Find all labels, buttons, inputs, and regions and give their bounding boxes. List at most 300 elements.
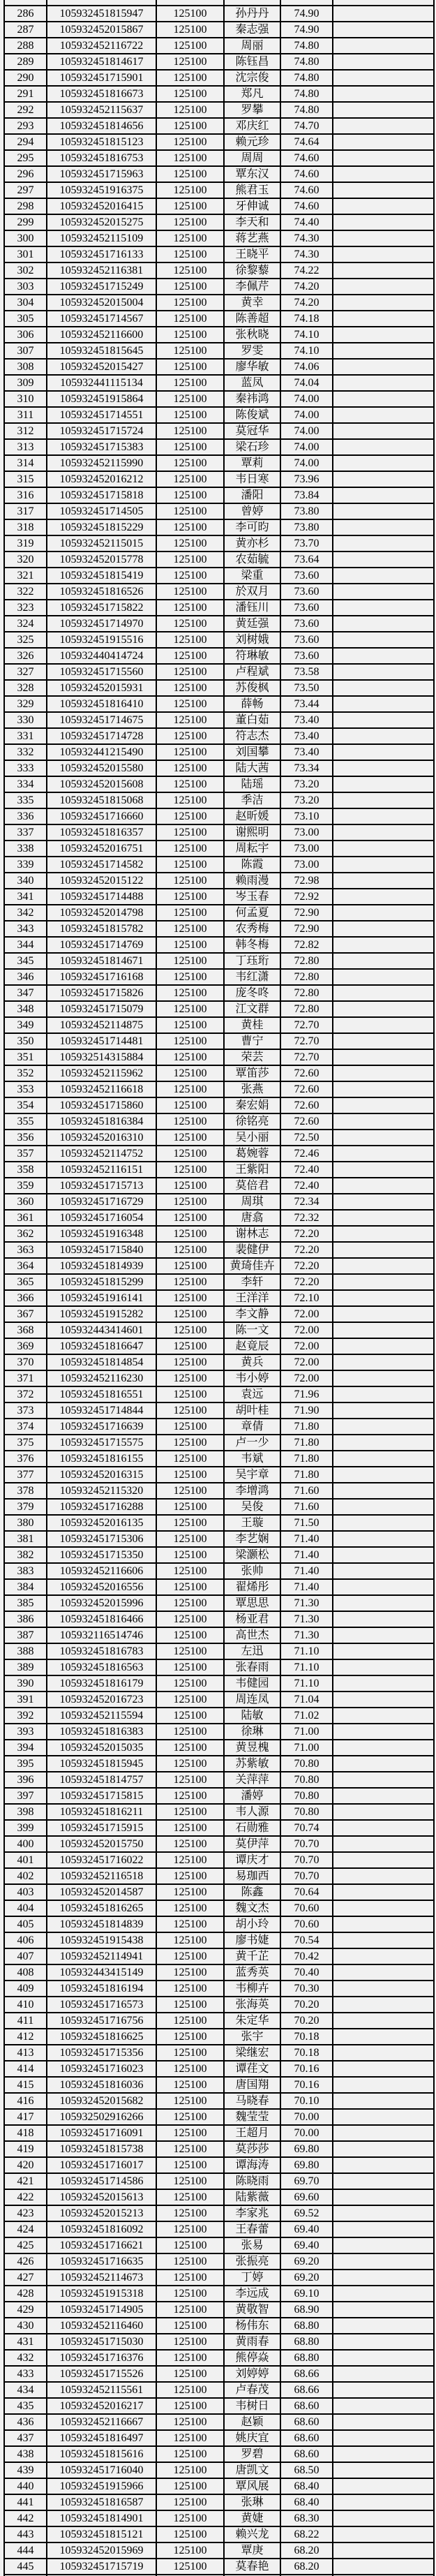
cell-major-code: 125100 [156,760,224,776]
cell-score: 73.60 [280,648,333,664]
cell-major-code: 125100 [156,487,224,503]
cell-seq: 323 [4,600,47,616]
table-row [4,1258,434,1274]
cell-empty [333,54,434,70]
cell-seq: 360 [4,1194,47,1210]
cell-empty [333,841,434,857]
cell-score: 72.60 [280,1097,333,1113]
cell-major-code: 125100 [156,535,224,552]
cell-major-code: 125100 [156,969,224,985]
cell-candidate-id: 105932451715826 [47,985,156,1001]
cell-candidate-id: 105932451716054 [47,1210,156,1226]
cell-name: 周连凤 [224,1692,280,1708]
cell-name: 唐翕 [224,1210,280,1226]
cell-score: 74.80 [280,102,333,118]
cell-empty [333,1820,434,1836]
cell-score: 73.40 [280,728,333,744]
cell-name: 吴小丽 [224,1130,280,1146]
cell-major-code: 125100 [156,86,224,102]
cell-score: 71.04 [280,1692,333,1708]
cell-seq: 317 [4,503,47,519]
cell-candidate-id: 105932451814939 [47,1258,156,1274]
cell-score: 71.80 [280,1435,333,1451]
cell-seq: 354 [4,1097,47,1113]
cell-candidate-id: 105932452016723 [47,1692,156,1708]
cell-name: 陆敏 [224,1708,280,1724]
cell-candidate-id: 105932451816466 [47,1611,156,1627]
table-row [4,680,434,696]
cell-name: 谭海涛 [224,2157,280,2173]
cell-candidate-id: 105932451816036 [47,2077,156,2093]
cell-seq: 321 [4,568,47,584]
table-row [4,150,434,166]
cell-score: 72.20 [280,1226,333,1242]
cell-seq: 318 [4,519,47,535]
cell-candidate-id: 105932451714567 [47,311,156,327]
cell-candidate-id: 105932451715575 [47,1435,156,1451]
cell-candidate-id: 105932451715901 [47,70,156,86]
cell-candidate-id: 105932451716729 [47,1194,156,1210]
cell-name: 黄幸 [224,295,280,311]
cell-score: 72.00 [280,1354,333,1370]
cell-empty [333,680,434,696]
cell-name: 邓庆红 [224,118,280,134]
cell-name: 苏紫敏 [224,1756,280,1772]
cell-name: 谢林志 [224,1226,280,1242]
cell-empty [333,1595,434,1611]
cell-empty [333,1386,434,1402]
cell-candidate-id: 105932451716639 [47,1419,156,1435]
cell-candidate-id: 105932452115990 [47,455,156,471]
cell-name: 陆大茜 [224,760,280,776]
cell-name: 蒋艺燕 [224,230,280,246]
cell-major-code: 125100 [156,439,224,455]
cell-score: 74.18 [280,311,333,327]
cell-empty [333,1708,434,1724]
cell-score: 72.00 [280,1322,333,1338]
cell-seq: 324 [4,616,47,632]
cell-seq: 424 [4,2221,47,2237]
cell-name: 李轩 [224,1274,280,1290]
cell-empty [333,1338,434,1354]
cell-name: 周琪 [224,1194,280,1210]
cell-candidate-id: 105932451815419 [47,568,156,584]
cell-seq: 396 [4,1772,47,1788]
cell-score: 70.40 [280,1964,333,1981]
cell-score: 74.90 [280,6,333,22]
cell-empty [333,1788,434,1804]
cell-major-code: 125100 [156,2029,224,2045]
cell-name: 李家兆 [224,2205,280,2221]
cell-seq: 316 [4,487,47,503]
cell-score: 73.58 [280,664,333,680]
cell-candidate-id: 105932451715860 [47,1097,156,1113]
cell-name: 熊停焱 [224,2350,280,2366]
table-row [4,1354,434,1370]
cell-seq: 397 [4,1788,47,1804]
cell-major-code: 125100 [156,1370,224,1386]
cell-empty [333,487,434,503]
cell-major-code: 125100 [156,2302,224,2318]
cell-score: 69.52 [280,2205,333,2221]
cell-score: 68.40 [280,2478,333,2494]
cell-score: 70.00 [280,2109,333,2125]
cell-major-code: 125100 [156,648,224,664]
cell-empty [333,760,434,776]
cell-score: 74.00 [280,439,333,455]
cell-empty [333,2318,434,2334]
cell-seq: 355 [4,1113,47,1130]
cell-score: 74.90 [280,22,333,38]
cell-name: 易珈西 [224,1868,280,1884]
cell-name: 莫春艳 [224,2559,280,2575]
cell-name: 陈善超 [224,311,280,327]
cell-empty [333,2398,434,2414]
table-row [4,2157,434,2173]
cell-empty [333,2237,434,2253]
cell-candidate-id: 105932451714769 [47,937,156,953]
cell-major-code: 125100 [156,744,224,760]
cell-seq: 377 [4,1467,47,1483]
table-row [4,1997,434,2013]
table-row [4,1483,434,1499]
cell-empty [333,792,434,808]
cell-score: 74.20 [280,295,333,311]
cell-seq: 412 [4,2029,47,2045]
table-row [4,2141,434,2157]
cell-major-code: 125100 [156,1643,224,1659]
cell-score: 72.70 [280,1017,333,1033]
cell-empty [333,776,434,792]
cell-seq: 338 [4,841,47,857]
table-row [4,744,434,760]
cell-major-code: 125100 [156,471,224,487]
cell-empty [333,1146,434,1162]
cell-seq: 414 [4,2061,47,2077]
cell-name: 韦树日 [224,2398,280,2414]
table-row [4,568,434,584]
cell-empty [333,2221,434,2237]
cell-major-code: 125100 [156,2253,224,2270]
cell-major-code: 125100 [156,2061,224,2077]
cell-score: 74.60 [280,198,333,214]
cell-empty [333,1499,434,1515]
cell-name: 苏俊枫 [224,680,280,696]
cell-name: 卢一少 [224,1435,280,1451]
cell-candidate-id: 105932451816155 [47,1451,156,1467]
cell-score: 74.64 [280,134,333,150]
cell-seq: 409 [4,1981,47,1997]
table-row [4,1852,434,1868]
table-row [4,1948,434,1964]
cell-score: 69.40 [280,2237,333,2253]
cell-empty [333,327,434,343]
cell-candidate-id: 105932451816194 [47,1981,156,1997]
cell-candidate-id: 105932451915966 [47,2478,156,2494]
cell-score: 71.10 [280,1643,333,1659]
cell-name: 赖元珍 [224,134,280,150]
table-row [4,1515,434,1531]
cell-name: 黄千芷 [224,1948,280,1964]
cell-name: 左迅 [224,1643,280,1659]
cell-empty [333,2414,434,2430]
table-row [4,1338,434,1354]
cell-candidate-id: 105932451815645 [47,343,156,359]
cell-seq: 367 [4,1306,47,1322]
cell-candidate-id: 105932451716040 [47,2462,156,2478]
cell-score: 74.04 [280,375,333,391]
cell-seq: 372 [4,1386,47,1402]
cell-candidate-id: 105932451915864 [47,391,156,407]
cell-major-code: 125100 [156,808,224,824]
cell-candidate-id: 105932452015608 [47,776,156,792]
cell-seq: 404 [4,1900,47,1916]
cell-score: 73.10 [280,808,333,824]
cell-score: 72.80 [280,1001,333,1017]
cell-name: 赵昕媛 [224,808,280,824]
cell-seq: 413 [4,2045,47,2061]
table-row [4,359,434,375]
cell-major-code: 125100 [156,1467,224,1483]
table-row [4,2125,434,2141]
table-row [4,1804,434,1820]
cell-score: 70.00 [280,2125,333,2141]
cell-empty [333,1547,434,1563]
cell-major-code: 125100 [156,2013,224,2029]
cell-major-code: 125100 [156,311,224,327]
cell-score: 71.10 [280,1675,333,1692]
cell-seq: 415 [4,2077,47,2093]
cell-empty [333,873,434,889]
cell-seq: 337 [4,824,47,841]
cell-score: 68.20 [280,2559,333,2575]
cell-candidate-id: 105932451714551 [47,407,156,423]
cell-seq: 335 [4,792,47,808]
cell-name: 杨亚君 [224,1611,280,1627]
cell-empty [333,214,434,230]
cell-score: 72.40 [280,1178,333,1194]
cell-major-code: 125100 [156,1499,224,1515]
cell-candidate-id: 105932451815738 [47,2141,156,2157]
cell-candidate-id: 105932451715818 [47,487,156,503]
cell-major-code: 125100 [156,1900,224,1916]
cell-seq: 437 [4,2430,47,2446]
cell-name: 沈宗俊 [224,70,280,86]
cell-major-code: 125100 [156,1659,224,1675]
table-row [4,423,434,439]
cell-score: 72.60 [280,1113,333,1130]
cell-seq: 330 [4,712,47,728]
cell-empty [333,295,434,311]
cell-empty [333,2125,434,2141]
cell-major-code: 125100 [156,134,224,150]
cell-seq: 398 [4,1804,47,1820]
cell-empty [333,696,434,712]
cell-empty [333,1113,434,1130]
cell-name: 姚庆宜 [224,2430,280,2446]
cell-candidate-id: 105932451715356 [47,2045,156,2061]
cell-major-code: 125100 [156,905,224,921]
cell-major-code: 125100 [156,2559,224,2575]
cell-major-code: 125100 [156,985,224,1001]
cell-candidate-id: 105932451715249 [47,279,156,295]
cell-name: 高世杰 [224,1627,280,1643]
cell-seq: 435 [4,2398,47,2414]
table-row [4,182,434,198]
cell-empty [333,343,434,359]
cell-seq: 325 [4,632,47,648]
cell-name: 刘婷婷 [224,2366,280,2382]
cell-score: 72.00 [280,1370,333,1386]
cell-score: 74.70 [280,118,333,134]
table-row [4,1964,434,1981]
cell-candidate-id: 105932452115594 [47,1708,156,1724]
cell-major-code: 125100 [156,1675,224,1692]
cell-name: 张琳 [224,2494,280,2510]
cell-name: 王晓平 [224,246,280,262]
cell-candidate-id: 105932451815945 [47,1756,156,1772]
cell-major-code: 125100 [156,295,224,311]
cell-major-code: 125100 [156,1419,224,1435]
cell-empty [333,953,434,969]
cell-score: 69.80 [280,2157,333,2173]
cell-candidate-id: 105932452015275 [47,214,156,230]
cell-score: 73.34 [280,760,333,776]
cell-seq: 291 [4,86,47,102]
cell-empty [333,712,434,728]
table-row [4,6,434,22]
cell-empty [333,1130,434,1146]
cell-candidate-id: 105932452115637 [47,102,156,118]
cell-name [224,0,280,6]
cell-major-code: 125100 [156,600,224,616]
table-row [4,407,434,423]
cell-seq: 339 [4,857,47,873]
table-row [4,295,434,311]
cell-seq: 348 [4,1001,47,1017]
cell-name: 陈俊斌 [224,407,280,423]
cell-name: 袁远 [224,1386,280,1402]
cell-empty [333,744,434,760]
cell-major-code: 125100 [156,2542,224,2559]
cell-seq: 385 [4,1595,47,1611]
cell-major-code: 125100 [156,1386,224,1402]
table-row [4,1370,434,1386]
cell-name: 董白茹 [224,712,280,728]
results-table [3,0,435,2576]
cell-major-code: 125100 [156,1964,224,1981]
cell-name: 张宇 [224,2029,280,2045]
cell-empty [333,664,434,680]
table-row [4,391,434,407]
cell-score: 71.50 [280,1515,333,1531]
cell-empty [333,86,434,102]
cell-seq: 370 [4,1354,47,1370]
cell-empty [333,1627,434,1643]
table-row [4,985,434,1001]
cell-seq: 306 [4,327,47,343]
cell-empty [333,552,434,568]
cell-major-code: 125100 [156,1242,224,1258]
table-row [4,54,434,70]
cell-major-code: 125100 [156,1531,224,1547]
cell-major-code: 125100 [156,2141,224,2157]
cell-score: 74.40 [280,214,333,230]
cell-seq: 293 [4,118,47,134]
cell-name: 翟烯彤 [224,1579,280,1595]
cell-score: 73.00 [280,824,333,841]
cell-empty [333,1306,434,1322]
cell-major-code: 125100 [156,519,224,535]
cell-major-code: 125100 [156,375,224,391]
cell-empty [333,455,434,471]
cell-score: 74.00 [280,391,333,407]
cell-name: 朱定华 [224,2013,280,2029]
table-row [4,1435,434,1451]
cell-score: 72.70 [280,1049,333,1065]
cell-score: 71.00 [280,1724,333,1740]
cell-major-code: 125100 [156,1435,224,1451]
cell-seq [4,0,47,6]
cell-name: 莫莎莎 [224,2141,280,2157]
cell-seq: 352 [4,1065,47,1081]
cell-score: 74.80 [280,86,333,102]
cell-candidate-id: 105932452115015 [47,535,156,552]
cell-empty [333,985,434,1001]
cell-seq: 296 [4,166,47,182]
cell-name: 赖兴龙 [224,2526,280,2542]
cell-score: 68.60 [280,2446,333,2462]
cell-seq: 334 [4,776,47,792]
cell-candidate-id: 105932451816587 [47,2494,156,2510]
cell-score: 69.20 [280,2270,333,2286]
table-row [4,2253,434,2270]
cell-major-code: 125100 [156,1290,224,1306]
cell-name: 梁石珍 [224,439,280,455]
cell-candidate-id: 105932441215490 [47,744,156,760]
table-row [4,343,434,359]
table-row [4,2302,434,2318]
table-row [4,1162,434,1178]
cell-empty [333,937,434,953]
cell-score: 71.30 [280,1611,333,1627]
cell-major-code: 125100 [156,1884,224,1900]
cell-empty [333,2061,434,2077]
cell-seq: 342 [4,905,47,921]
table-row [4,503,434,519]
cell-seq: 361 [4,1210,47,1226]
table-row [4,1194,434,1210]
cell-seq: 365 [4,1274,47,1290]
cell-major-code: 125100 [156,182,224,198]
cell-major-code: 125100 [156,2494,224,2510]
cell-score: 73.00 [280,857,333,873]
table-row [4,2382,434,2398]
cell-candidate-id: 105932452016751 [47,841,156,857]
cell-candidate-id: 105932451714481 [47,1033,156,1049]
cell-seq: 387 [4,1627,47,1643]
cell-name: 周耘宇 [224,841,280,857]
cell-candidate-id: 105932451714970 [47,616,156,632]
table-row [4,1242,434,1258]
cell-name: 韦健园 [224,1675,280,1692]
cell-major-code: 125100 [156,1997,224,2013]
cell-score: 70.60 [280,1900,333,1916]
table-row [4,1386,434,1402]
table-row [4,2045,434,2061]
table-row [4,2061,434,2077]
cell-score: 71.30 [280,1595,333,1611]
